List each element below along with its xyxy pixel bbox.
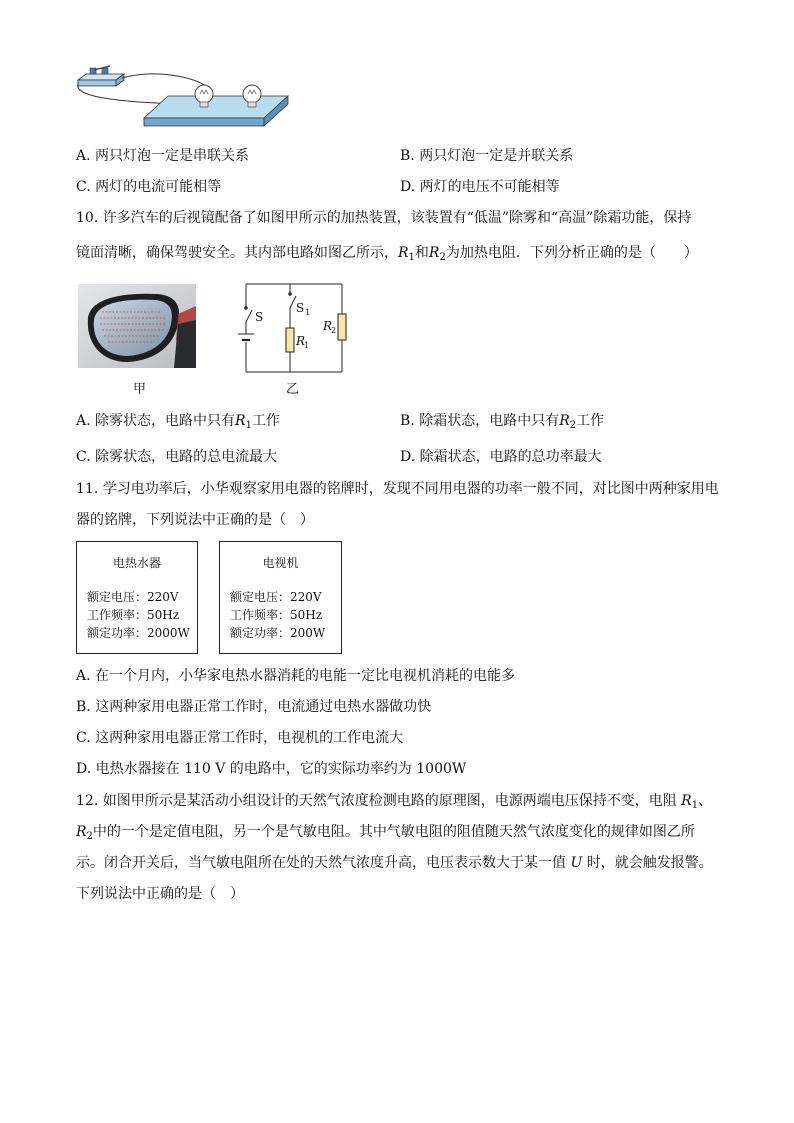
q11-stem-line2: 器的铭牌，下列说法中正确的是（ ） [76, 512, 314, 528]
q10-stem-text-pre: 镜面清晰，确保驾驶安全。其内部电路如图乙所示， [76, 245, 398, 261]
q10-stem-line1: 10. 许多汽车的后视镜配备了如图甲所示的加热装置，该装置有“低温”除雾和“高温”除霜功能，保持 [76, 210, 692, 226]
q9-option-d: D. 两灯的电压不可能相等 [400, 179, 560, 195]
q10-stem-text-post: 为加热电阻．下列分析正确的是（ ） [445, 245, 698, 261]
r1-subscript: 1 [408, 252, 415, 263]
nameplate-row: 工作频率：50Hz [87, 608, 180, 622]
q10-option-a-text: A. 除雾状态，电路中只有 [76, 413, 236, 429]
resistor-r1-label: R [296, 334, 306, 348]
q10-option-a-suffix: 工作 [251, 413, 280, 429]
nameplate-title: 电视机 [262, 556, 299, 570]
q12-stem-text: 时，就会触发报警。 [582, 855, 713, 871]
q10-option-a-r-subscript: 1 [245, 420, 252, 431]
q11-option-a: A. 在一个月内，小华家电热水器消耗的电能一定比电视机消耗的电能多 [76, 668, 516, 684]
nameplate-row: 额定电压：220V [87, 590, 179, 604]
q12-stem-text: 12. 如图甲所示是某活动小组设计的天然气浓度检测电路的原理图，电源两端电压保持不变，电阻 [76, 793, 682, 809]
q12-r-subscript: 1 [691, 800, 699, 811]
nameplate-row: 额定功率：2000W [87, 626, 190, 640]
q10-option-b-text: B. 除霜状态，电路中只有 [400, 413, 560, 429]
q12-stem-line1 [76, 791, 712, 816]
figure-jia-caption: 甲 [133, 382, 147, 397]
q10-option-a [76, 411, 280, 436]
q11-option-b: B. 这两种家用电器正常工作时，电流通过电热水器做功快 [76, 699, 432, 715]
q12-stem-text: 中的一个是定值电阻，另一个是气敏电阻。其中气敏电阻的阻值随天然气浓度变化的规律如图乙所 [92, 824, 695, 840]
q12-stem-line3 [76, 853, 713, 873]
resistor-r1-subscript: 1 [304, 341, 310, 350]
q9-option-b: B. 两只灯泡一定是并联关系 [400, 148, 574, 164]
q9-option-c: C. 两灯的电流可能相等 [76, 179, 222, 195]
q10-option-c: C. 除雾状态，电路的总电流最大 [76, 449, 278, 465]
q9-option-a: A. 两只灯泡一定是串联关系 [76, 148, 250, 164]
q12-stem-text: 、 [698, 793, 713, 809]
q11-option-c: C. 这两种家用电器正常工作时，电视机的工作电流大 [76, 730, 404, 746]
q10-option-d: D. 除霜状态，电路的总功率最大 [400, 449, 602, 465]
nameplate-row: 额定功率：200W [230, 626, 326, 640]
q12-stem-line2 [76, 822, 695, 847]
q10-stem-text-and: 和 [414, 245, 429, 261]
q11-option-d: D. 电热水器接在 110 V 的电路中，它的实际功率约为 1000W [76, 761, 467, 777]
resistor-r2-label: R [323, 319, 333, 333]
q12-stem-line4: 下列说法中正确的是（ ） [76, 886, 244, 902]
q10-option-b-r-symbol: R [559, 413, 570, 429]
r1-symbol: R [398, 245, 409, 261]
nameplate-title: 电热水器 [112, 556, 161, 570]
nameplate-row: 工作频率：50Hz [230, 608, 323, 622]
water-heater-nameplate [76, 541, 198, 654]
q10-option-b [400, 411, 604, 436]
q12-r-subscript: 2 [86, 831, 93, 842]
bulbs-board-figure [72, 60, 297, 132]
q12-stem-text: 示。闭合开关后，当气敏电阻所在处的天然气浓度升高，电压表示数大于某一值 [76, 855, 571, 871]
q10-option-b-suffix: 工作 [576, 413, 605, 429]
q10-stem-line2 [76, 243, 698, 268]
r2-symbol: R [428, 245, 440, 261]
switch-s1-label: S [296, 301, 305, 315]
q11-stem-line1: 11. 学习电功率后，小华观察家用电器的铭牌时，发现不同用电器的功率一般不同，对比图中两种家用电 [76, 481, 719, 497]
q12-r-symbol: R [681, 793, 692, 809]
q10-option-a-r-symbol: R [235, 413, 246, 429]
switch-s-label: S [255, 310, 264, 324]
q12-r-symbol: R [76, 824, 87, 840]
resistor-r2-subscript: 2 [331, 326, 337, 335]
heated-mirror-photo [78, 284, 196, 368]
tv-nameplate [219, 541, 342, 654]
circuit-diagram [230, 278, 366, 378]
switch-s1-subscript: 1 [305, 308, 311, 317]
nameplate-row: 额定电压：220V [230, 590, 322, 604]
q10-option-b-r-subscript: 2 [569, 420, 577, 431]
figure-yi-caption: 乙 [286, 382, 300, 397]
q12-u-symbol: U [570, 855, 583, 871]
r2-subscript: 2 [439, 252, 446, 263]
